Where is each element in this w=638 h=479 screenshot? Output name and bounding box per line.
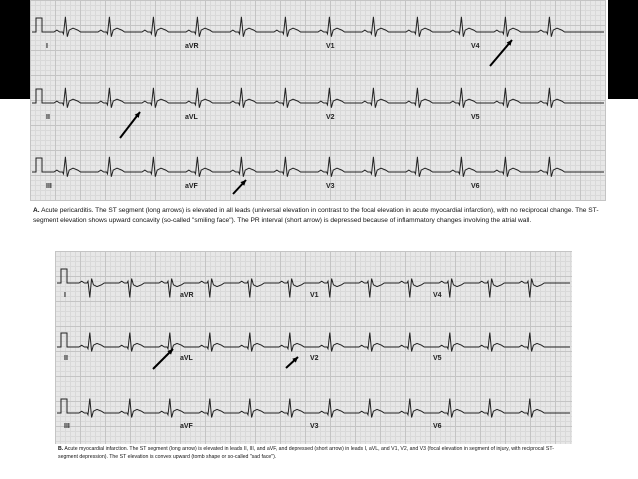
ecg-traces-b [55, 251, 572, 444]
lead-label-V4: V4 [433, 292, 442, 299]
lead-label-V5: V5 [433, 355, 442, 362]
ecg-trace-a-row3 [32, 157, 604, 177]
lead-label-V3: V3 [326, 183, 335, 190]
ecg-trace-a-row1 [32, 17, 604, 37]
lead-label-V4: V4 [471, 43, 480, 50]
lead-label-V6: V6 [433, 423, 442, 430]
lead-label-V3: V3 [310, 423, 319, 430]
lead-label-III: III [64, 423, 70, 430]
lead-label-aVL: aVL [180, 355, 193, 362]
lead-label-II: II [46, 114, 50, 121]
lead-label-aVF: aVF [185, 183, 198, 190]
lead-label-V6: V6 [471, 183, 480, 190]
lead-label-aVR: aVR [185, 43, 199, 50]
lead-label-V2: V2 [310, 355, 319, 362]
caption-b [58, 446, 572, 461]
ecg-trace-b-row2 [57, 333, 570, 352]
ecg-panel-b [55, 251, 572, 444]
slide-left-bar [0, 0, 30, 99]
ecg-trace-b-row3 [57, 399, 570, 418]
lead-label-V1: V1 [310, 292, 319, 299]
lead-label-I: I [64, 292, 66, 299]
caption-b-text: Acute myocardial infarction. The ST segment (long arrow) is elevated in leads II, III, and aVF, and depressed (short arrow) in leads I, aVL, and V1, V2, and V3 (focal elevation in segment of injury, with reciprocal ST-segment depression). The ST elevation is convex upward (tomb shape or so-called "sad face"). [58, 446, 554, 460]
lead-label-V1: V1 [326, 43, 335, 50]
slide-right-bar [608, 0, 638, 99]
lead-label-III: III [46, 183, 52, 190]
lead-label-I: I [46, 43, 48, 50]
caption-a-letter: A. [33, 207, 40, 214]
ecg-panel-a [30, 0, 606, 201]
lead-label-V2: V2 [326, 114, 335, 121]
lead-label-V5: V5 [471, 114, 480, 121]
lead-label-aVL: aVL [185, 114, 198, 121]
caption-b-letter: B. [58, 446, 64, 452]
lead-label-aVR: aVR [180, 292, 194, 299]
ecg-traces-a [30, 0, 606, 201]
ecg-trace-a-row2 [32, 88, 604, 108]
lead-label-aVF: aVF [180, 423, 193, 430]
caption-a [33, 206, 603, 226]
caption-a-text: Acute pericarditis. The ST segment (long arrows) is elevated in all leads (universal elevation in contrast to the focal elevation in acute myocardial infarction), with no reciprocal change. The ST-segment elevation shows upward concavity (so-called "smiling face"). The PR interval (short arrow) is depressed because of inflammatory changes involving the atrial wall. [33, 207, 599, 224]
lead-label-II: II [64, 355, 68, 362]
